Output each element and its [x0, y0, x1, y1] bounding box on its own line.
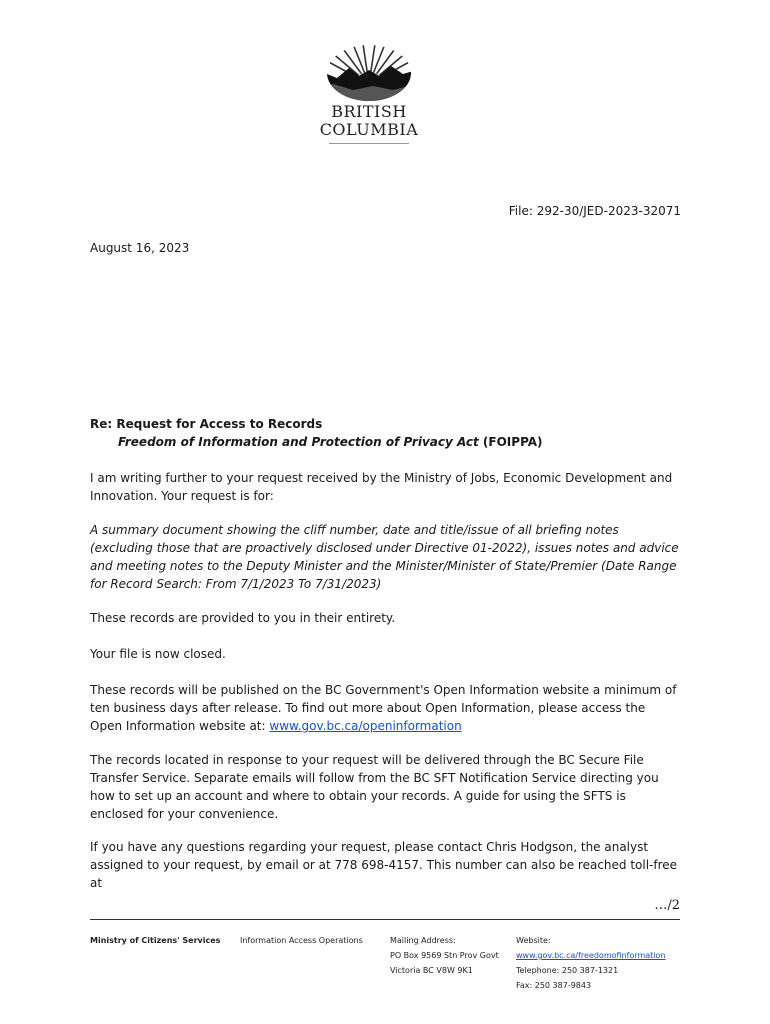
act-abbreviation: (FOIPPA)	[478, 435, 543, 449]
paragraph-records-provided: These records are provided to you in their entirety.	[90, 611, 396, 625]
file-reference: File: 292-30/JED-2023-32071	[508, 204, 681, 218]
logo-text-british: BRITISH	[331, 102, 407, 121]
paragraph-intro: I am writing further to your request received by the Ministry of Jobs, Economic Development and Innovation. Your request is for:	[90, 471, 673, 503]
open-information-text: These records will be published on the BC Government's Open Information website a minimum of ten business days after release. To find out more about Open Information, please access the Open Information website at:	[90, 683, 677, 733]
act-title: Freedom of Information and Protection of Privacy Act	[118, 435, 479, 449]
paragraph-contact: If you have any questions regarding your request, please contact Chris Hodgson, the analyst assigned to your request, by email or at 778 698-4157. This number can also be reached toll-free at	[90, 840, 678, 890]
logo-underline	[329, 143, 409, 144]
fax: Fax: 250 387-9843	[516, 981, 592, 990]
bc-sunrise-mountains-icon	[313, 44, 425, 102]
logo-text-columbia: COLUMBIA	[319, 120, 419, 139]
mailing-line1: PO Box 9569 Stn Prov Govt	[390, 951, 499, 960]
open-information-link[interactable]: www.gov.bc.ca/openinformation	[269, 719, 462, 733]
letter-date: August 16, 2023	[90, 241, 190, 255]
footer-divider	[90, 919, 680, 920]
website-label: Website:	[516, 936, 551, 945]
footer-branch: Information Access Operations	[240, 936, 363, 945]
subject-line: Re: Request for Access to Records	[90, 417, 323, 431]
subject-act	[118, 433, 678, 451]
footer-ministry: Ministry of Citizens' Services	[90, 936, 221, 945]
mailing-label: Mailing Address:	[390, 936, 456, 945]
footer-contact	[516, 933, 666, 993]
page-continuation: …/2	[654, 898, 680, 913]
paragraph-file-closed: Your file is now closed.	[90, 647, 226, 661]
website-link[interactable]: www.gov.bc.ca/freedomofinformation	[516, 951, 666, 960]
paragraph-secure-transfer: The records located in response to your request will be delivered through the BC Secure File Transfer Service. Separate emails will follow from the BC SFT Notification Service directing you how to set up an account and where to obtain your records. A guide for using the SFTS is enclosed for your convenience.	[90, 753, 659, 821]
paragraph-request-text: A summary document showing the cliff number, date and title/issue of all briefing notes (excluding those that are proactively disclosed under Directive 01-2022), issues notes and advice and meeting notes to the Deputy Minister and the Minister/Minister of State/Premier (Date Range for Record Search: From 7/1/2023 To 7/31/2023)	[90, 523, 679, 591]
telephone: Telephone: 250 387-1321	[516, 966, 619, 975]
paragraph-open-information	[90, 681, 680, 735]
bc-government-logo	[313, 44, 425, 148]
mailing-line2: Victoria BC V8W 9K1	[390, 966, 473, 975]
footer-mailing-address	[390, 933, 499, 978]
